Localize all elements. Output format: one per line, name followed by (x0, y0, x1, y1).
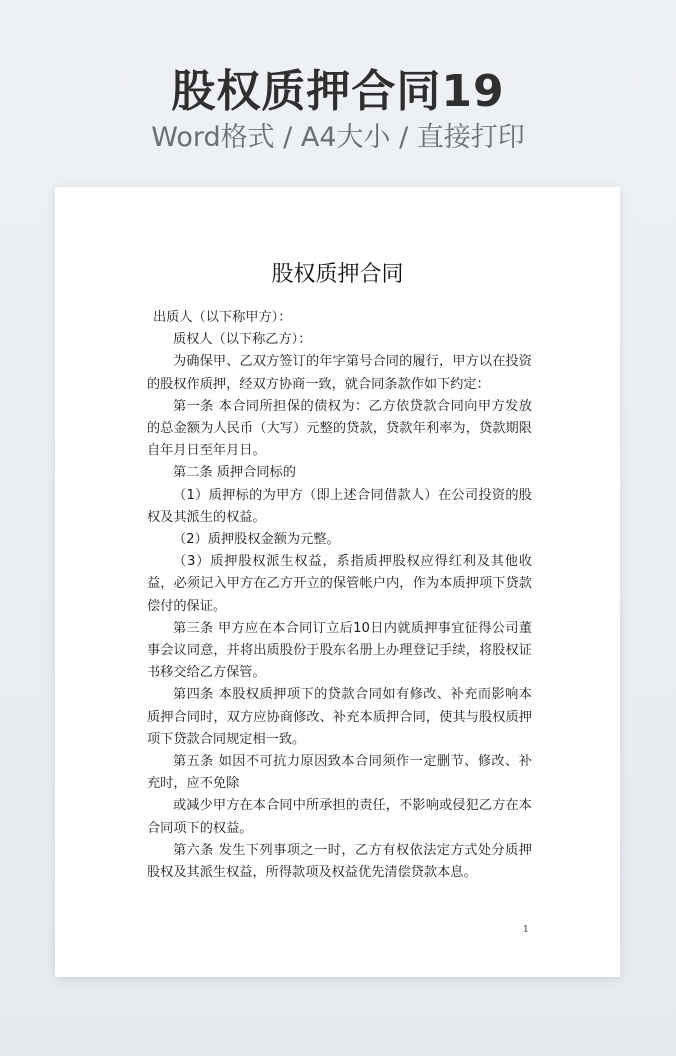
paragraph-pledgor: 出质人（以下称甲方）： (153, 310, 292, 325)
paragraph-article-2-item-3: （3）质押股权派生权益，系指质押股权应得红利及其他收益，必须记入甲方在乙方开立的保管帐户内，作为本质押项下贷款偿付的保证。 (147, 554, 532, 614)
banner-title: 股权质押合同19 (171, 66, 505, 117)
document-body (147, 307, 532, 884)
paragraph-article-1: 第一条 本合同所担保的债权为：乙方依贷款合同向甲方发放的总金额为人民币（大写）元整的贷款，贷款年利率为，贷款期限自年月日至年月日。 (147, 398, 532, 459)
paragraph-article-4: 第四条 本股权质押项下的贷款合同如有修改、补充而影响本质押合同时，双方应协商修改、补充本质押合同，使其与股权质押项下贷款合同规定相一致。 (147, 687, 532, 747)
paragraph-preamble: 为确保甲、乙双方签订的年字第号合同的履行，甲方以在投资的股权作质押，经双方协商一致，就合同条款作如下约定： (147, 354, 532, 392)
paragraph-article-5-cont: 或减少甲方在本合同中所承担的责任，不影响或侵犯乙方在本合同项下的权益。 (147, 798, 532, 836)
paragraph-article-2: 第二条 质押合同标的 (173, 465, 296, 481)
paragraph-article-6: 第六条 发生下列事项之一时，乙方有权依法定方式处分质押股权及其派生权益，所得款项及权益优先清偿贷款本息。 (147, 842, 532, 881)
page-number: 1 (523, 925, 529, 935)
document-title: 股权质押合同 (271, 262, 404, 287)
paragraph-article-2-item-2: （2）质押股权金额为元整。 (173, 532, 340, 548)
paragraph-article-3: 第三条 甲方应在本合同订立后10日内就质押事宜征得公司董事会议同意，并将出质股份于股东名册上办理登记手续，将股权证书移交给乙方保管。 (147, 620, 532, 681)
paragraph-pledgee: 质权人（以下称乙方）： (173, 332, 312, 348)
paragraph-article-5: 第五条 如因不可抗力原因致本合同须作一定删节、修改、补充时，应不免除 (147, 754, 532, 792)
paragraph-article-2-item-1: （1）质押标的为甲方（即上述合同借款人）在公司投资的股权及其派生的权益。 (147, 487, 532, 525)
banner-subtitle: Word格式 / A4大小 / 直接打印 (151, 122, 525, 153)
document-page (55, 187, 620, 977)
